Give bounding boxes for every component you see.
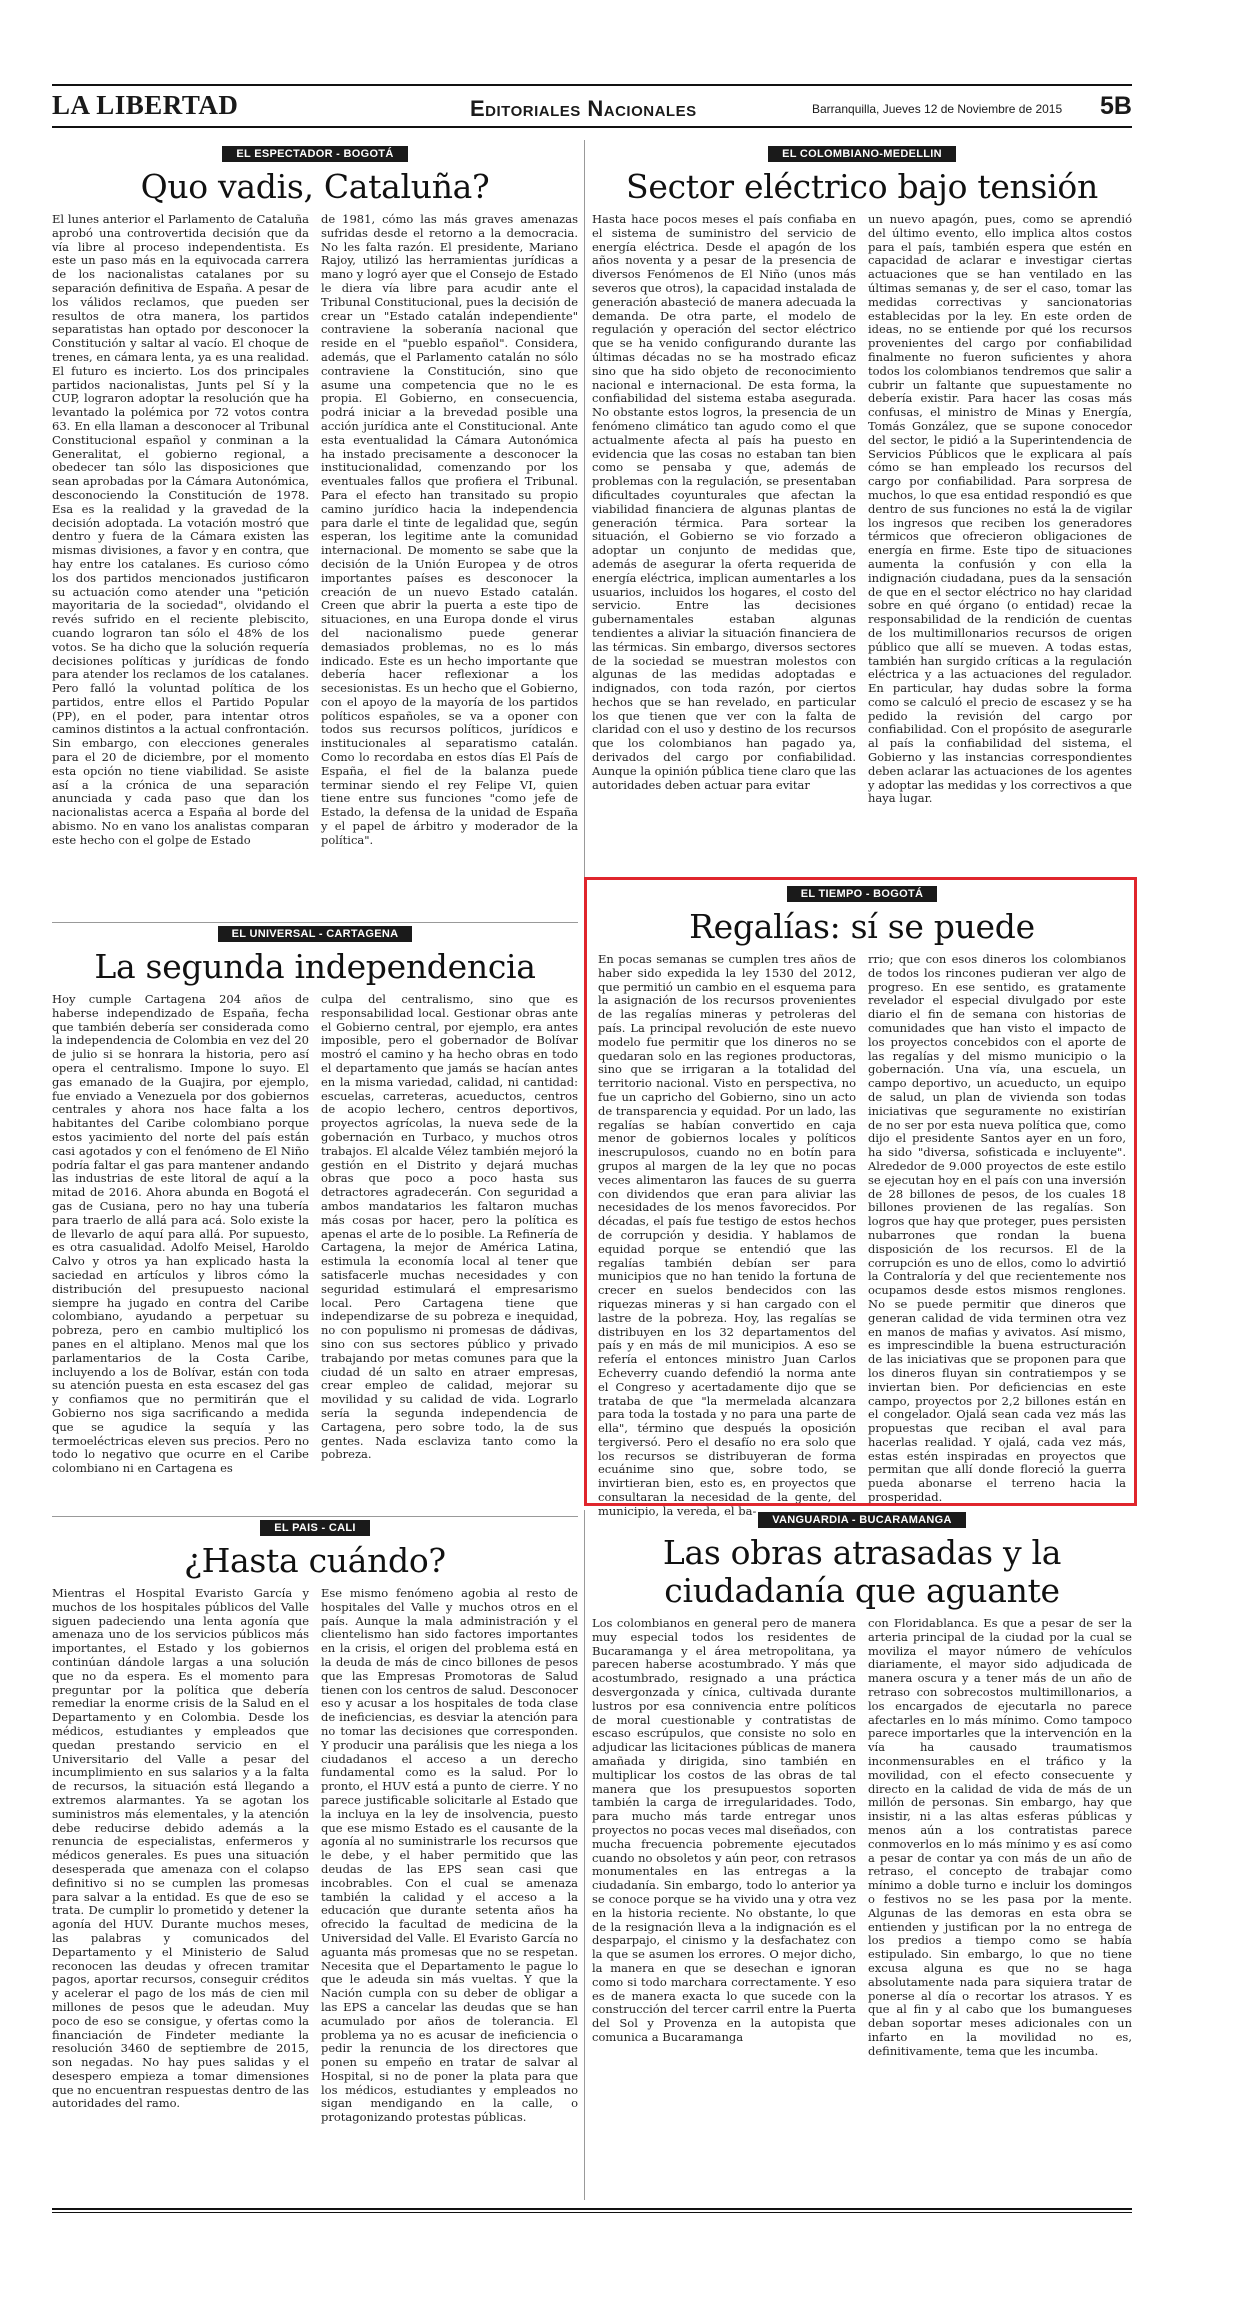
article-headline: Regalías: sí se puede — [689, 907, 1035, 946]
article-headline: Sector eléctrico bajo tensión — [626, 167, 1098, 206]
article-obras-atrasadas — [592, 1512, 1132, 2204]
article-headline: Quo vadis, Cataluña? — [140, 167, 490, 206]
page-number: 5B — [1100, 92, 1132, 120]
masthead — [52, 90, 1132, 124]
article-body: Mientras el Hospital Evaristo García y muchos de los hospitales públicos del Valle siguen padeciendo una lenta agonía que amenaza uno de los servicios públicos más importantes, el Estado y los gobiernos continúan dándole largas a una solución que no da espera. Es el momento para preguntar por la política que debería remediar la enorme crisis de la Salud en el Departamento y en Colombia. Desde los médicos, estudiantes y empleados que quedan prestando servicio en el Universitario del Valle a pesar del incumplimiento en sus salarios y a la falta de recursos, la situación está llegando a extremos alarmantes. Ya se agotan los suministros más elementales, y la atención debe reducirse debido además a la renuncia de especialistas, enfermeros y médicos generales. Es pues una situación desesperada que amenaza con el colapso definitivo si no se cumplen las promesas para salvar a la entidad. Es que de eso se trata. De cumplir lo prometido y detener la agonía del HUV. Durante muchos meses, las palabras y comunicados del Departamento y el Ministerio de Salud reconocen las deudas y ofrecen tramitar pagos, aportar recursos, conseguir créditos y acelerar el pago de los más de cien mil millones de pesos que le adeudan. Muy poco de eso se consigue, y ofertas como la financiación de Findeter mediante la resolución 3460 de septiembre de 2015, son negadas. No hay pues salidas y el desespero empieza a tomar dimensiones que no encuentran respuestas dentro de las autoridades del ramo. — [52, 1586, 309, 2111]
section-divider — [52, 922, 578, 923]
footer-rule — [52, 2212, 1132, 2213]
article-source: EL UNIVERSAL - CARTAGENA — [218, 926, 413, 942]
article-source: VANGUARDIA - BUCARAMANGA — [758, 1512, 966, 1528]
article-source: EL ESPECTADOR - BOGOTÁ — [222, 146, 407, 162]
article-body: Hoy cumple Cartagena 204 años de haberse independizado de España, fecha que también debería ser considerada como la independencia de Colombia en vez del 20 de julio si se honrara la historia, pero así opera el centralismo. Impone lo suyo. El gas emanado de la Guajira, por ejemplo, fue enviado a Venezuela por dos gobiernos centrales y ahora nos hace falta a los habitantes del Caribe colombiano porque estos yacimiento del norte del país están casi agotados y con el fenómeno de El Niño podría faltar el gas para mantener andando las industrias de este litoral de aquí a la mitad de 2016. Ahora abunda en Bogotá el gas de Cusiana, pero no hay una tubería para traerlo de allá para acá. Solo existe la de llevarlo de aquí para allá. Por supuesto, es otra casualidad. Adolfo Meisel, Haroldo Calvo y otros ya han explicado hasta la saciedad en artículos y libros cómo la distribución del presupuesto nacional siempre ha jugado en contra del Caribe colombiano, ayudando a perpetuar su pobreza, pero en cambio multiplicó los panes en el altiplano. Menos mal que los parlamentarios de la Costa Caribe, incluyendo a los de Bolívar, están con toda su atención puesta en esta escasez del gas y confiamos que no permitirán que el Gobierno nos siga sacrificando a medida que se agudice la sequía y las termoeléctricas eleven sus precios. Pero no todo lo negativo que ocurre en el Caribe colombiano ni en Cartagena es — [52, 992, 309, 1476]
column-divider — [584, 1510, 585, 2200]
article-headline: Las obras atrasadas y la ciudadanía que aguante — [662, 1533, 1062, 1610]
article-regalias — [598, 886, 1126, 1518]
section-name: Editoriales Nacionales — [470, 96, 697, 121]
article-hasta-cuando — [52, 1520, 578, 2204]
article-headline: ¿Hasta cuándo? — [184, 1541, 446, 1580]
article-body: con Floridablanca. Es que a pesar de ser la arteria principal de la ciudad por la cual se moviliza el mayor número de vehículos diariamente, el mayor sido adjudicada de manera oscura y a tener más de un año de retraso con sobrecostos multimillonarios, a los encargados de ejecutarla no parece afectarles en lo más mínimo. Como tampoco parece importarles que la intervención en la vía ha causado traumatismos inconmensurables en el tráfico y la movilidad, con el efecto consecuente y directo en la calidad de vida de más de un millón de personas. Sin embargo, hay que insistir, ni a las altas esferas públicas y menos aún a los contratistas parece conmoverlos en lo más mínimo y es así como a pesar de contar ya con más de un año de retraso, el concepto de trabajar como mínimo a doble turno e incluir los domingos o festivos no se les pasa por la mente. Algunas de las demoras en esta obra se entienden y justifican por la no entrega de los predios a tiempo como se había estipulado. Sin embargo, lo que no tiene excusa alguna es que no se haga absolutamente nada para siquiera tratar de ponerse al día o recortar los atrasos. Y es que al fin y al cabo que los bumangueses deban soportar meses adicionales con un infarto en la movilidad no es, definitivamente, tema que les incumba. — [868, 1616, 1132, 2058]
article-body: un nuevo apagón, pues, como se aprendió del último evento, ello implica altos costos para el país, también espera que estén en capacidad de aclarar e investigar ciertas actuaciones que se han ventilado en las últimas semanas y, de ser el caso, tomar las medidas correctivas y sancionatorias establecidas por la ley. En este orden de ideas, no se entiende por qué los recursos provenientes del cargo por confiabilidad finalmente no fueron suficientes y ahora todos los colombianos tendremos que salir a cubrir un faltante que supuestamente no debería existir. Para hacer las cosas más confusas, el ministro de Minas y Energía, Tomás González, que se supone conocedor del sector, le pidió a la Superintendencia de Servicios Públicos que le explicara al país cómo se han empleado los recursos del cargo por confiabilidad. Para sorpresa de muchos, lo que esa entidad respondió es que dentro de sus funciones no está la de vigilar los ingresos que reciben los generadores térmicos que ofrecieron obligaciones de energía en firme. Este tipo de situaciones aumenta la confusión y con ella la indignación ciudadana, pues da la sensación de que en el sector eléctrico no hay claridad sobre en qué órgano (o entidad) recae la responsabilidad de la rendición de cuentas de los multimillonarios recursos de origen público que allí se mueven. A todas estas, también han surgido críticas a la regulación eléctrica y a las actuaciones del regulador. En particular, hay dudas sobre la forma como se calculó el precio de escasez y se ha pedido la revisión del cargo por confiabilidad. Con el propósito de asegurarle al país la confiabilidad del sistema, el Gobierno y las instancias correspondientes deben aclarar las actuaciones de los agentes y adoptar las medidas y los correctivos a que haya lugar. — [868, 212, 1132, 806]
article-quo-vadis — [52, 146, 578, 918]
article-body: rrio; que con esos dineros los colombianos de todos los rincones pudieran ver algo de progreso. En ese sentido, es gratamente revelador el especial divulgado por este diario el fin de semana con historias de comunidades que han visto el impacto de los proyectos concebidos con el aporte de las regalías y del mismo municipio o la gobernación. Una vía, una escuela, un campo deportivo, un acueducto, un equipo de salud, un plan de vivienda son todas iniciativas que seguramente no existirían de no ser por esta nueva política que, como dijo el presidente Santos ayer en un foro, ha sido "diversa, sofisticada e incluyente". Alrededor de 9.000 proyectos de este estilo se ejecutan hoy en el país con una inversión de 28 billones de pesos, de los cuales 18 billones provienen de las regalías. Son logros que hay que proteger, pues persisten nubarrones que rondan la buena disposición de los recursos. El de la corrupción es uno de ellos, como lo advirtió la Contraloría y del que recientemente nos ocupamos desde estos mismos renglones. No se puede permitir que dineros que generan calidad de vida terminen otra vez en manos de mafias y avivatos. Así mismo, es imprescindible la buena estructuración de las iniciativas que se proponen para que los dineros fluyan sin contratiempos y se inviertan bien. Por deficiencias en este campo, proyectos por 2,2 billones están en el congelador. Ojalá sean cada vez más las propuestas que reciban el aval para hacerlas realidad. Y ojalá, cada vez más, estas estén inspiradas en proyectos que permitan que allí donde floreció la guerra pueda abonarse el terreno hacia la prosperidad. — [868, 952, 1126, 1505]
article-segunda-independencia — [52, 926, 578, 1512]
article-body: Ese mismo fenómeno agobia al resto de hospitales del Valle y muchos otros en el país. Aunque la mala administración y el clientelismo han sido factores importantes en la crisis, el origen del problema está en la deuda de más de cinco billones de pesos que las Empresas Promotoras de Salud tienen con los centros de salud. Desconocer eso y acusar a los hospitales de toda clase de ineficiencias, es desviar la atención para no tomar las decisiones que corresponden. Y producir una parálisis que les niega a los ciudadanos el acceso a un derecho fundamental como es la salud. Por lo pronto, el HUV está a punto de cierre. Y no parece justificable solicitarle al Estado que la incluya en la ley de insolvencia, puesto que ese mismo Estado es el causante de la agonía al no suministrarle los recursos que le debe, y el haber permitido que las deudas de las EPS sean casi que incobrables. Con el cual se amenaza también la calidad y el acceso a la educación que durante setenta años ha ofrecido la facultad de medicina de la Universidad del Valle. El Evaristo García no aguanta más promesas que no se respetan. Necesita que el Departamento le pague lo que le adeuda sin más vueltas. Y que la Nación cumpla con su deber de obligar a las EPS a cancelar las deudas que se han acumulado por años de tolerancia. El problema ya no es acusar de ineficiencia o pedir la renuncia de los directores que ponen su empeño en tratar de salvar al Hospital, si no de poner la plata para que los médicos, estudiantes y empleados no sigan mendigando en la calle, o protagonizando protestas públicas. — [321, 1586, 578, 2125]
article-body: culpa del centralismo, sino que es responsabilidad local. Gestionar obras ante el Gobierno central, por ejemplo, era antes imposible, pero el gobernador de Bolívar mostró el camino y ha hecho obras en todo el departamento que jamás se hacían antes en la misma variedad, calidad, ni cantidad: escuelas, carreteras, acueductos, centros de acopio lechero, centros deportivos, proyectos agrícolas, la nueva sede de la gobernación en Turbaco, y muchos otros trabajos. El alcalde Vélez también mejoró la gestión en el Distrito y dejará muchas obras que poco a poco hasta sus detractores agradecerán. Con seguridad a ambos mandatarios les faltaron muchas más cosas por hacer, pero la política es apenas el arte de lo posible. La Refinería de Cartagena, la mejor de América Latina, estimula la economía local al tener que satisfacerle muchas necesidades y con seguridad estimulará el empresarismo local. Pero Cartagena tiene que independizarse de su pobreza e inequidad, no con populismo ni promesas de dádivas, sino con sus sectores público y privado trabajando por metas comunes para que la ciudad dé un salto en atraer empresas, crear empleo de calidad, mejorar su movilidad y su calidad de vida. Lograrlo sería la segunda independencia de Cartagena, pero sobre todo, la de sus gentes. Nada esclaviza tanto como la pobreza. — [321, 992, 578, 1462]
masthead-top-rule — [52, 84, 1132, 86]
column-divider — [584, 140, 585, 877]
article-source: EL PAIS - CALI — [260, 1520, 369, 1536]
article-source: EL COLOMBIANO-MEDELLIN — [768, 146, 956, 162]
article-body: Los colombianos en general pero de manera muy especial todos los residentes de Bucaramanga y el área metropolitana, ya parecen haberse acostumbrado. Y más que acostumbrado, resignado a una práctica desvergonzada y cínica, cultivada durante lustros por esa connivencia entre políticos de moral cuestionable y contratistas de escaso escrúpulos, que consiste no solo en adjudicar las licitaciones públicas de manera amañada y dirigida, sino también en multiplicar los costos de las obras de tal manera que los presupuestos soporten también la carga de irregularidades. Todo, para mucho más tarde entregar unos proyectos no pocas veces mal diseñados, con mucha frecuencia pobremente ejecutados cuando no obsoletos y aún peor, con retrasos monumentales en las entregas a la ciudadanía. Sin embargo, todo lo anterior ya se conoce porque se ha vivido una y otra vez en la historia reciente. No obstante, lo que de la resignación lleva a la indignación es el desparpajo, el cinismo y la desfachatez con la que se asumen los errores. O mejor dicho, la manera en que se desechan e ignoran como si todo marchara correctamente. Y eso es de manera exacta lo que sucede con la construcción del tercer carril entre la Puerta del Sol y Provenza en la autopista que comunica a Bucaramanga — [592, 1616, 856, 2044]
footer-rule — [52, 2208, 1132, 2210]
issue-date: Barranquilla, Jueves 12 de Noviembre de 2015 — [812, 102, 1063, 116]
newspaper-page — [52, 0, 1132, 2312]
article-source: EL TIEMPO - BOGOTÁ — [787, 886, 938, 902]
article-body: Hasta hace pocos meses el país confiaba en el sistema de suministro del servicio de energía eléctrica. Desde el apagón de los años noventa y a pesar de la presencia de diversos Fenómenos de El Niño (unos más severos que otros), la capacidad instalada de generación abasteció de manera adecuada la demanda. De otra parte, el modelo de regulación y operación del sector eléctrico que se ha venido configurando durante las últimas décadas no se ha mostrado eficaz sino que ha sido objeto de reconocimiento nacional e internacional. De esta forma, la confiabilidad del sistema estaba asegurada. No obstante estos logros, la presencia de un fenómeno climático tan agudo como el que actualmente afecta al país ha puesto en evidencia que las cosas no estaban tan bien como se pensaba y que, además de problemas con la regulación, se presentaban dificultades coyunturales que afectan la viabilidad financiera de algunas plantas de generación térmica. Para sortear la situación, el Gobierno se vio forzado a adoptar un conjunto de medidas que, además de asegurar la oferta requerida de energía eléctrica, implican aumentarles a los usuarios, incluidos los hogares, el costo del servicio. Entre las decisiones gubernamentales estaban algunas tendientes a aliviar la situación financiera de las térmicas. Sin embargo, diversos sectores de la sociedad se muestran molestos con algunas de las medidas adoptadas e indignados, con toda razón, por ciertos hechos que se han revelado, en particular los que tienen que ver con la falta de claridad con el uso y destino de los recursos que los colombianos han pagado ya, derivados del cargo por confiabilidad. Aunque la opinión pública tiene claro que las autoridades deben actuar para evitar — [592, 212, 856, 792]
article-body: El lunes anterior el Parlamento de Cataluña aprobó una controvertida decisión que da vía libre al proceso independentista. Es este un paso más en la equivocada carrera de los nacionalistas catalanes por su separación definitiva de España. A pesar de los válidos reclamos, que pueden ser resultos de otra manera, los partidos separatistas han optado por desconocer la Constitución y saltar al vacío. El choque de trenes, en cámara lenta, ya es una realidad. El futuro es incierto. Los dos principales partidos nacionalistas, Junts pel Sí y la CUP, lograron adoptar la resolución que ha levantado la polémica por 72 votos contra 63. En ella llaman a desconocer al Tribunal Constitucional español y conminan a la Generalitat, el gobierno regional, a obedecer tan sólo las disposiciones que sean aprobadas por la Cámara Autonómica, desconociendo la Constitución de 1978. Esa es la realidad y la gravedad de la decisión adoptada. La votación mostró que dentro y fuera de la Cámara existen las mismas divisiones, a favor y en contra, que hay entre los catalanes. Es curioso cómo los dos partidos mencionados justificaron su actuación como atender una "petición mayoritaria de la sociedad", olvidando el revés sufrido en el reciente plebiscito, cuando lograron tan sólo el 48% de los votos. Se ha dicho que la solución requería decisiones políticas y jurídicas de fondo para atender los reclamos de los catalanes. Pero falló la voluntad política de los partidos, entre ellos el Partido Popular (PP), en el poder, para intentar otros caminos distintos a la actual confrontación. Sin embargo, con elecciones generales para el 20 de diciembre, por el momento esta opción no tiene viabilidad. Se asiste así a la crónica de una separación anunciada y cada paso que dan los nacionalistas acerca a España al borde del abismo. No en vano los analistas comparan este hecho con el golpe de Estado — [52, 212, 309, 847]
article-body: de 1981, cómo las más graves amenazas sufridas desde el retorno a la democracia. No les falta razón. El presidente, Mariano Rajoy, utilizó las herramientas jurídicas a mano y logró ayer que el Consejo de Estado le diera vía libre para acudir ante el Tribunal Constitucional, pues la decisión de crear un "Estado catalán independiente" contraviene la soberanía nacional que reside en el "pueblo español". Considera, además, que el Parlamento catalán no sólo contraviene la Constitución, sino que asume una competencia que no le es propia. El Gobierno, en consecuencia, podrá iniciar a la brevedad posible una acción jurídica ante el Constitucional. Ante esta eventualidad la Cámara Autonómica ha instado precisamente a desconocer la institucionalidad, comenzando por los eventuales fallos que profiera el Tribunal. Para el efecto han transitado su propio camino jurídico hacia la independencia para darle el tinte de legalidad que, según esperan, los legitime ante la comunidad internacional. De momento se sabe que la decisión de la Unión Europea y de otros importantes países es desconocer la creación de un nuevo Estado catalán. Creen que abrir la puerta a este tipo de situaciones, en una Europa donde el virus del nacionalismo puede generar demasiados problemas, no es lo más indicado. Este es un hecho importante que debería hacer reflexionar a los secesionistas. Es un hecho que el Gobierno, con el apoyo de la mayoría de los partidos políticos españoles, se va a oponer con todos sus recursos políticos, jurídicos e institucionales al separatismo catalán. Como lo recordaba en estos días El País de España, el fiel de la balanza puede terminar siendo el rey Felipe VI, quien tiene entre sus funciones "como jefe de Estado, la defensa de la unidad de España y el papel de árbitro y moderador de la política". — [321, 212, 578, 847]
newspaper-name: LA LIBERTAD — [52, 90, 239, 120]
masthead-bottom-rule — [52, 126, 1132, 128]
article-body: En pocas semanas se cumplen tres años de haber sido expedida la ley 1530 del 2012, que permitió un cambio en el esquema para la asignación de los recursos provenientes de las regalías mineras y petroleras del país. La principal revolución de este nuevo modelo fue permitir que los dineros no se quedaran solo en las regiones productoras, sino que se irrigaran a la totalidad del territorio nacional. Visto en perspectiva, no fue un capricho del Gobierno, sino un acto de transparencia y equidad. Por un lado, las regalías se habían convertido en caja menor de gobiernos locales y políticos inescrupulosos, cuando no en botín para grupos al margen de la ley que no pocas veces alimentaron las fauces de su guerra con dividendos que eran para aliviar las necesidades de los menos favorecidos. Por décadas, el país fue testigo de estos hechos de corrupción y desidia. Y hablamos de equidad porque se entendió que las regalías también debían ser para municipios que no han tenido la fortuna de crecer en suelos bendecidos con las riquezas mineras y si han cargado con el lastre de la pobreza. Hoy, las regalías se distribuyen en los 32 departamentos del país y en más de mil municipios. A eso se refería el entonces ministro Juan Carlos Echeverry cuando defendió la norma ante el Congreso y acertadamente dijo que se trataba de que "la mermelada alcanzara para toda la tostada y no para una parte de ella", término que después la oposición tergiversó. Pero el desafío no era solo que los recursos se distribuyeran de forma ecuánime sino que, sobre todo, se invirtieran bien, esto es, en proyectos que consultaran la necesidad de la gente, del municipio, la vereda, el ba- — [598, 952, 856, 1518]
article-sector-electrico — [592, 146, 1132, 874]
article-headline: La segunda independencia — [94, 947, 536, 986]
